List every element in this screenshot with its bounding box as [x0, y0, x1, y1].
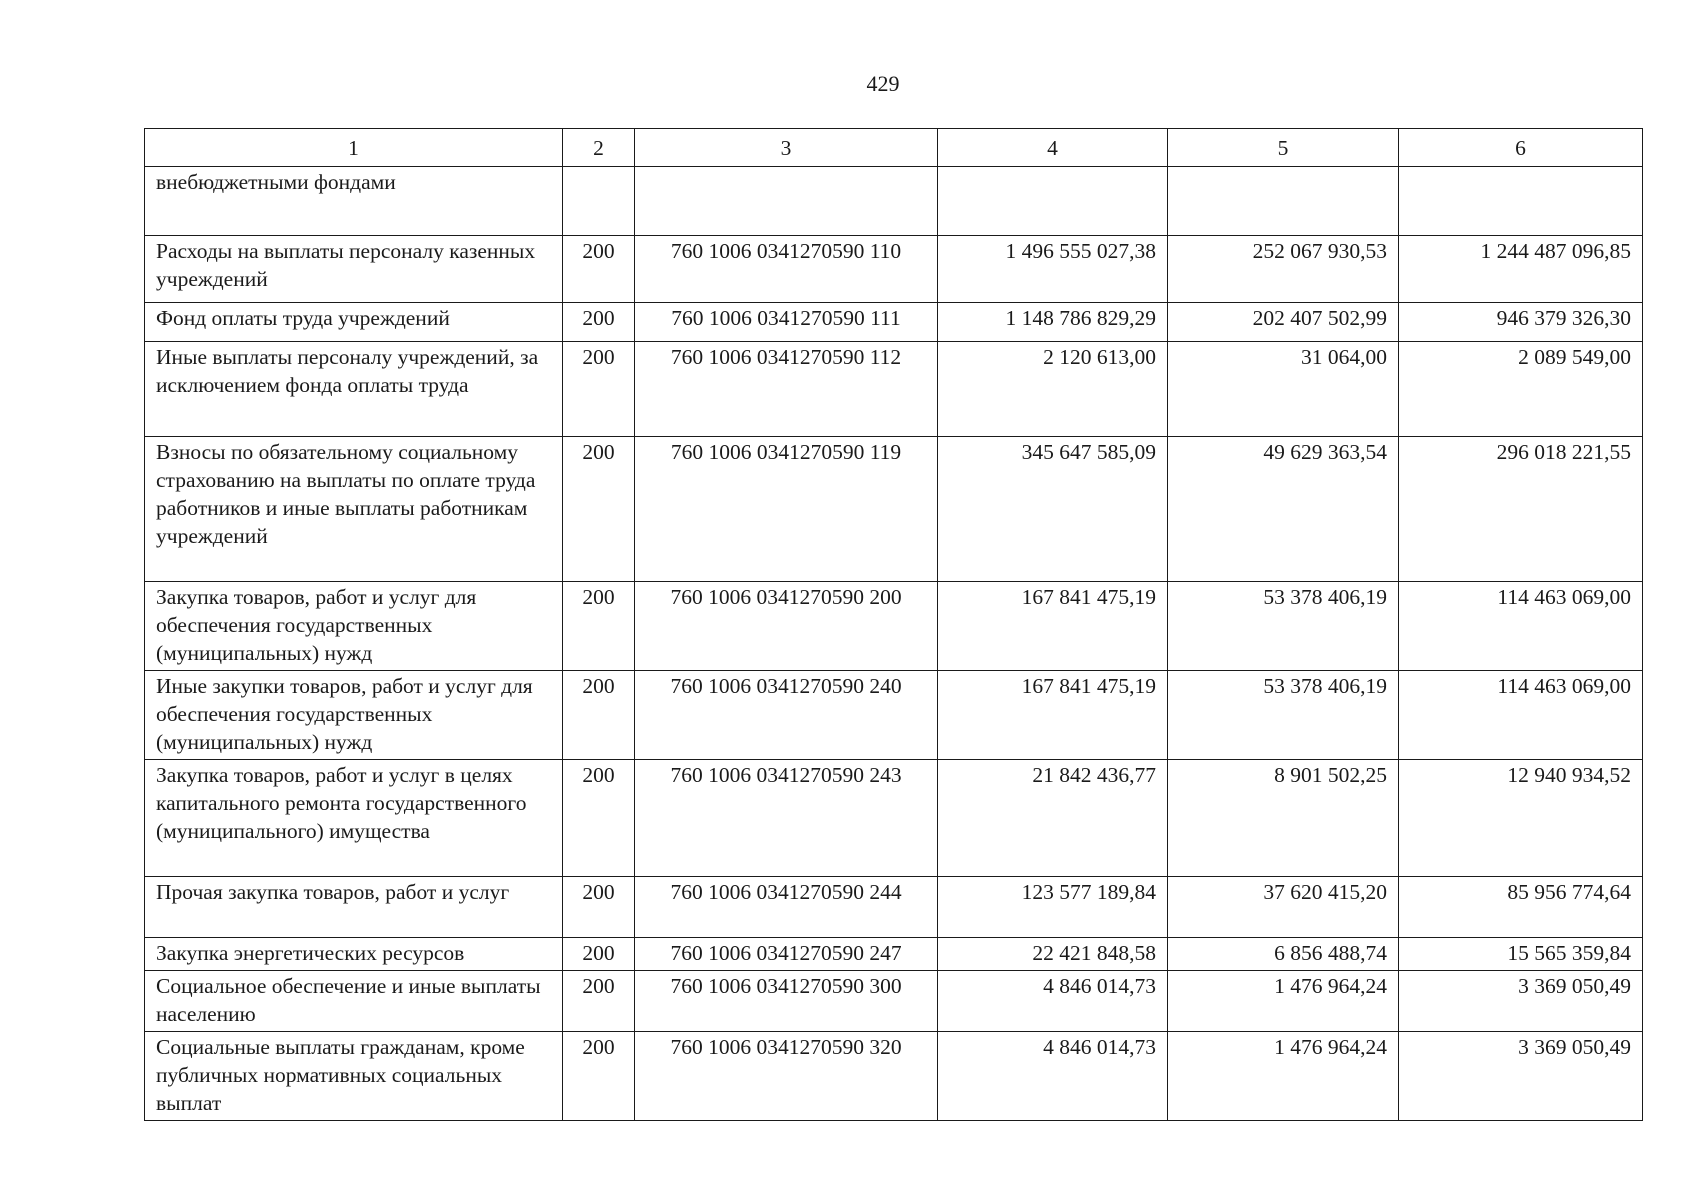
row-code: 200 [563, 437, 635, 582]
table-row [145, 582, 1643, 671]
row-value-5: 6 856 488,74 [1168, 938, 1399, 971]
row-code: 200 [563, 877, 635, 938]
row-code: 200 [563, 938, 635, 971]
row-name: Закупка товаров, работ и услуг в целях капитального ремонта государственного (муниципального) имущества [145, 760, 563, 877]
column-header-4: 4 [938, 129, 1168, 167]
row-value-5: 31 064,00 [1168, 342, 1399, 437]
row-value-4: 345 647 585,09 [938, 437, 1168, 582]
row-name: Взносы по обязательному социальному страхованию на выплаты по оплате труда работников и иные выплаты работникам учреждений [145, 437, 563, 582]
table-row [145, 671, 1643, 760]
row-value-4: 22 421 848,58 [938, 938, 1168, 971]
row-value-4: 123 577 189,84 [938, 877, 1168, 938]
row-kbk: 760 1006 0341270590 240 [635, 671, 938, 760]
row-value-4: 1 148 786 829,29 [938, 303, 1168, 342]
row-name: Закупка энергетических ресурсов [145, 938, 563, 971]
row-value-4: 1 496 555 027,38 [938, 236, 1168, 303]
table-row [145, 877, 1643, 938]
row-value-6: 296 018 221,55 [1399, 437, 1643, 582]
row-value-4: 4 846 014,73 [938, 1032, 1168, 1121]
table-row [145, 437, 1643, 582]
row-value-5: 49 629 363,54 [1168, 437, 1399, 582]
row-kbk: 760 1006 0341270590 112 [635, 342, 938, 437]
table-row [145, 342, 1643, 437]
row-value-6: 946 379 326,30 [1399, 303, 1643, 342]
table-row [145, 303, 1643, 342]
row-code: 200 [563, 760, 635, 877]
row-name: внебюджетными фондами [145, 167, 563, 236]
row-value-5: 53 378 406,19 [1168, 671, 1399, 760]
header-row [145, 129, 1643, 167]
row-code [563, 167, 635, 236]
row-name: Закупка товаров, работ и услуг для обеспечения государственных (муниципальных) нужд [145, 582, 563, 671]
row-name: Прочая закупка товаров, работ и услуг [145, 877, 563, 938]
row-value-5 [1168, 167, 1399, 236]
row-value-4: 21 842 436,77 [938, 760, 1168, 877]
row-value-6: 15 565 359,84 [1399, 938, 1643, 971]
row-value-6 [1399, 167, 1643, 236]
row-value-6: 85 956 774,64 [1399, 877, 1643, 938]
row-value-6: 3 369 050,49 [1399, 971, 1643, 1032]
row-value-6: 114 463 069,00 [1399, 582, 1643, 671]
row-code: 200 [563, 236, 635, 303]
row-value-5: 1 476 964,24 [1168, 971, 1399, 1032]
row-kbk: 760 1006 0341270590 247 [635, 938, 938, 971]
row-name: Расходы на выплаты персоналу казенных учреждений [145, 236, 563, 303]
row-value-6: 12 940 934,52 [1399, 760, 1643, 877]
row-name: Фонд оплаты труда учреждений [145, 303, 563, 342]
table-row [145, 971, 1643, 1032]
row-code: 200 [563, 342, 635, 437]
row-value-4: 2 120 613,00 [938, 342, 1168, 437]
table-row [145, 167, 1643, 236]
row-kbk: 760 1006 0341270590 320 [635, 1032, 938, 1121]
row-kbk: 760 1006 0341270590 110 [635, 236, 938, 303]
row-value-6: 1 244 487 096,85 [1399, 236, 1643, 303]
column-header-5: 5 [1168, 129, 1399, 167]
row-kbk: 760 1006 0341270590 111 [635, 303, 938, 342]
column-header-6: 6 [1399, 129, 1643, 167]
row-code: 200 [563, 582, 635, 671]
row-kbk: 760 1006 0341270590 300 [635, 971, 938, 1032]
row-value-5: 8 901 502,25 [1168, 760, 1399, 877]
row-kbk: 760 1006 0341270590 119 [635, 437, 938, 582]
row-value-4: 4 846 014,73 [938, 971, 1168, 1032]
row-value-6: 3 369 050,49 [1399, 1032, 1643, 1121]
column-header-1: 1 [145, 129, 563, 167]
table-row [145, 760, 1643, 877]
row-kbk: 760 1006 0341270590 200 [635, 582, 938, 671]
row-value-5: 1 476 964,24 [1168, 1032, 1399, 1121]
page-number: 429 [866, 71, 900, 96]
row-code: 200 [563, 971, 635, 1032]
row-value-5: 37 620 415,20 [1168, 877, 1399, 938]
row-value-4: 167 841 475,19 [938, 582, 1168, 671]
column-header-2: 2 [563, 129, 635, 167]
row-code: 200 [563, 303, 635, 342]
row-kbk: 760 1006 0341270590 243 [635, 760, 938, 877]
row-value-5: 252 067 930,53 [1168, 236, 1399, 303]
row-value-5: 202 407 502,99 [1168, 303, 1399, 342]
row-name: Иные закупки товаров, работ и услуг для обеспечения государственных (муниципальных) нужд [145, 671, 563, 760]
row-value-5: 53 378 406,19 [1168, 582, 1399, 671]
row-value-6: 114 463 069,00 [1399, 671, 1643, 760]
row-kbk: 760 1006 0341270590 244 [635, 877, 938, 938]
row-value-6: 2 089 549,00 [1399, 342, 1643, 437]
row-kbk [635, 167, 938, 236]
column-header-3: 3 [635, 129, 938, 167]
row-name: Социальные выплаты гражданам, кроме публичных нормативных социальных выплат [145, 1032, 563, 1121]
row-name: Социальное обеспечение и иные выплаты населению [145, 971, 563, 1032]
budget-table [144, 128, 1643, 1121]
table-row [145, 236, 1643, 303]
row-value-4: 167 841 475,19 [938, 671, 1168, 760]
table-row [145, 938, 1643, 971]
row-code: 200 [563, 671, 635, 760]
table-row [145, 1032, 1643, 1121]
row-value-4 [938, 167, 1168, 236]
row-code: 200 [563, 1032, 635, 1121]
row-name: Иные выплаты персоналу учреждений, за исключением фонда оплаты труда [145, 342, 563, 437]
